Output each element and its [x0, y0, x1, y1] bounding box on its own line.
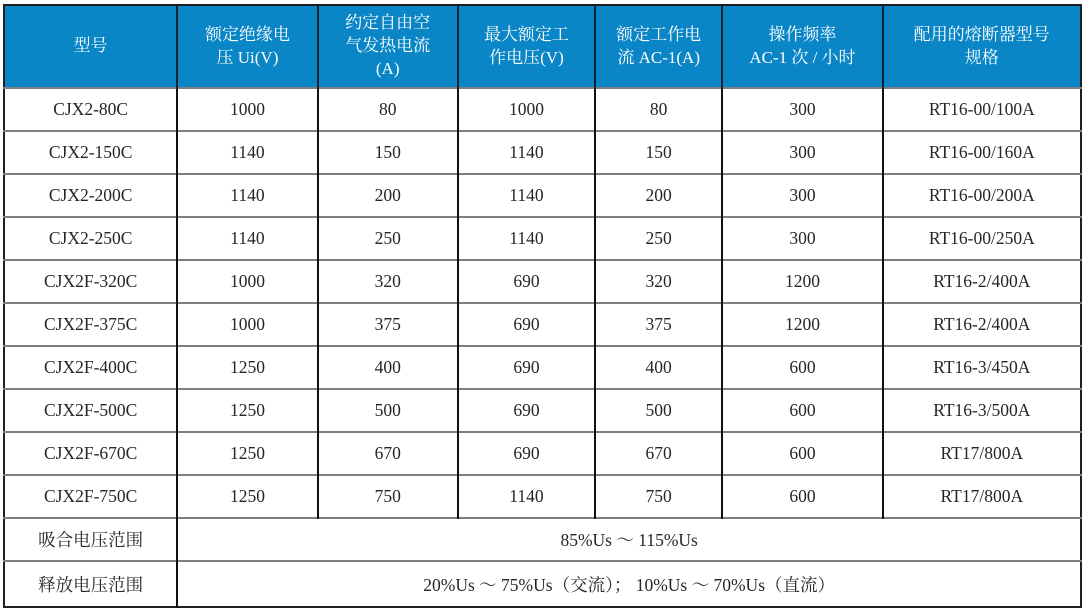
pickup-voltage-row	[4, 518, 1081, 561]
header-line: 额定工作电	[616, 24, 702, 44]
fuse-cell: RT17/800A	[883, 475, 1081, 518]
table-row	[4, 432, 1081, 475]
value-cell: 690	[458, 260, 595, 303]
fuse-cell: RT16-3/500A	[883, 389, 1081, 432]
value-cell: 690	[458, 432, 595, 475]
value-cell: 300	[722, 131, 882, 174]
value-cell: 200	[595, 174, 722, 217]
value-cell: 250	[595, 217, 722, 260]
value-cell: 1250	[177, 346, 317, 389]
fuse-cell: RT16-2/400A	[883, 260, 1081, 303]
value-cell: 1140	[177, 131, 317, 174]
value-cell: 1140	[458, 217, 595, 260]
value-cell: 600	[722, 475, 882, 518]
fuse-cell: RT16-00/250A	[883, 217, 1081, 260]
value-cell: 1000	[177, 260, 317, 303]
contactor-spec-table	[3, 4, 1082, 608]
model-cell: CJX2-200C	[4, 174, 177, 217]
col-header-conventional-free-air-thermal-current	[318, 5, 458, 88]
header-line: AC-1 次 / 小时	[749, 47, 856, 67]
value-cell: 300	[722, 217, 882, 260]
model-cell: CJX2F-400C	[4, 346, 177, 389]
model-cell: CJX2F-320C	[4, 260, 177, 303]
value-cell: 1140	[177, 217, 317, 260]
value-cell: 150	[318, 131, 458, 174]
table-row	[4, 260, 1081, 303]
value-cell: 500	[318, 389, 458, 432]
release-voltage-range-label: 释放电压范围	[4, 561, 177, 607]
value-cell: 1140	[458, 131, 595, 174]
value-cell: 750	[318, 475, 458, 518]
value-cell: 1250	[177, 475, 317, 518]
value-cell: 1140	[458, 174, 595, 217]
value-cell: 375	[595, 303, 722, 346]
model-cell: CJX2-80C	[4, 88, 177, 131]
table-row	[4, 174, 1081, 217]
model-cell: CJX2F-750C	[4, 475, 177, 518]
value-cell: 1250	[177, 432, 317, 475]
header-line: 压 Ui(V)	[216, 47, 279, 67]
fuse-cell: RT16-00/160A	[883, 131, 1081, 174]
col-header-max-rated-working-voltage	[458, 5, 595, 88]
value-cell: 300	[722, 174, 882, 217]
model-cell: CJX2F-670C	[4, 432, 177, 475]
value-cell: 600	[722, 346, 882, 389]
value-cell: 300	[722, 88, 882, 131]
col-header-model	[4, 5, 177, 88]
value-cell: 200	[318, 174, 458, 217]
value-cell: 1200	[722, 260, 882, 303]
header-line: 流 AC-1(A)	[617, 47, 700, 67]
value-cell: 690	[458, 346, 595, 389]
fuse-cell: RT16-00/200A	[883, 174, 1081, 217]
value-cell: 750	[595, 475, 722, 518]
header-row	[4, 5, 1081, 88]
value-cell: 690	[458, 303, 595, 346]
table-body	[4, 88, 1081, 518]
table-row	[4, 389, 1081, 432]
value-cell: 600	[722, 432, 882, 475]
table-row	[4, 475, 1081, 518]
value-cell: 400	[595, 346, 722, 389]
value-cell: 1000	[177, 303, 317, 346]
model-cell: CJX2-150C	[4, 131, 177, 174]
value-cell: 1200	[722, 303, 882, 346]
value-cell: 600	[722, 389, 882, 432]
table-row	[4, 88, 1081, 131]
value-cell: 250	[318, 217, 458, 260]
value-cell: 690	[458, 389, 595, 432]
table-header	[4, 5, 1081, 88]
col-header-operating-frequency	[722, 5, 882, 88]
model-cell: CJX2F-375C	[4, 303, 177, 346]
table-row	[4, 131, 1081, 174]
value-cell: 1140	[458, 475, 595, 518]
col-header-matching-fuse-type	[883, 5, 1081, 88]
value-cell: 1000	[458, 88, 595, 131]
value-cell: 670	[595, 432, 722, 475]
pickup-voltage-range-value: 85%Us ～ 115%Us	[177, 518, 1081, 561]
header-line: 作电压(V)	[489, 47, 564, 67]
value-cell: 80	[595, 88, 722, 131]
fuse-cell: RT16-00/100A	[883, 88, 1081, 131]
table-row	[4, 346, 1081, 389]
release-voltage-row	[4, 561, 1081, 607]
fuse-cell: RT16-2/400A	[883, 303, 1081, 346]
value-cell: 1000	[177, 88, 317, 131]
col-header-rated-insulation-voltage	[177, 5, 317, 88]
pickup-voltage-range-label: 吸合电压范围	[4, 518, 177, 561]
table-row	[4, 303, 1081, 346]
table-row	[4, 217, 1081, 260]
header-line: 气发热电流	[345, 36, 431, 56]
value-cell: 375	[318, 303, 458, 346]
value-cell: 400	[318, 346, 458, 389]
value-cell: 1140	[177, 174, 317, 217]
header-line: 额定绝缘电	[204, 24, 290, 44]
col-header-rated-working-current-ac1	[595, 5, 722, 88]
value-cell: 320	[595, 260, 722, 303]
value-cell: 670	[318, 432, 458, 475]
value-cell: 80	[318, 88, 458, 131]
value-cell: 150	[595, 131, 722, 174]
model-cell: CJX2F-500C	[4, 389, 177, 432]
value-cell: 500	[595, 389, 722, 432]
header-line: 约定自由空	[345, 13, 431, 33]
header-line: 规格	[964, 47, 999, 67]
fuse-cell: RT16-3/450A	[883, 346, 1081, 389]
value-cell: 1250	[177, 389, 317, 432]
header-line: 配用的熔断器型号	[913, 24, 1050, 44]
header-line: 型号	[73, 36, 108, 56]
value-cell: 320	[318, 260, 458, 303]
table-footer	[4, 518, 1081, 607]
fuse-cell: RT17/800A	[883, 432, 1081, 475]
header-line: (A)	[375, 58, 400, 78]
header-line: 操作频率	[768, 24, 837, 44]
model-cell: CJX2-250C	[4, 217, 177, 260]
header-line: 最大额定工	[483, 24, 569, 44]
release-voltage-range-value: 20%Us ～ 75%Us（交流）； 10%Us ～ 70%Us（直流）	[177, 561, 1081, 607]
